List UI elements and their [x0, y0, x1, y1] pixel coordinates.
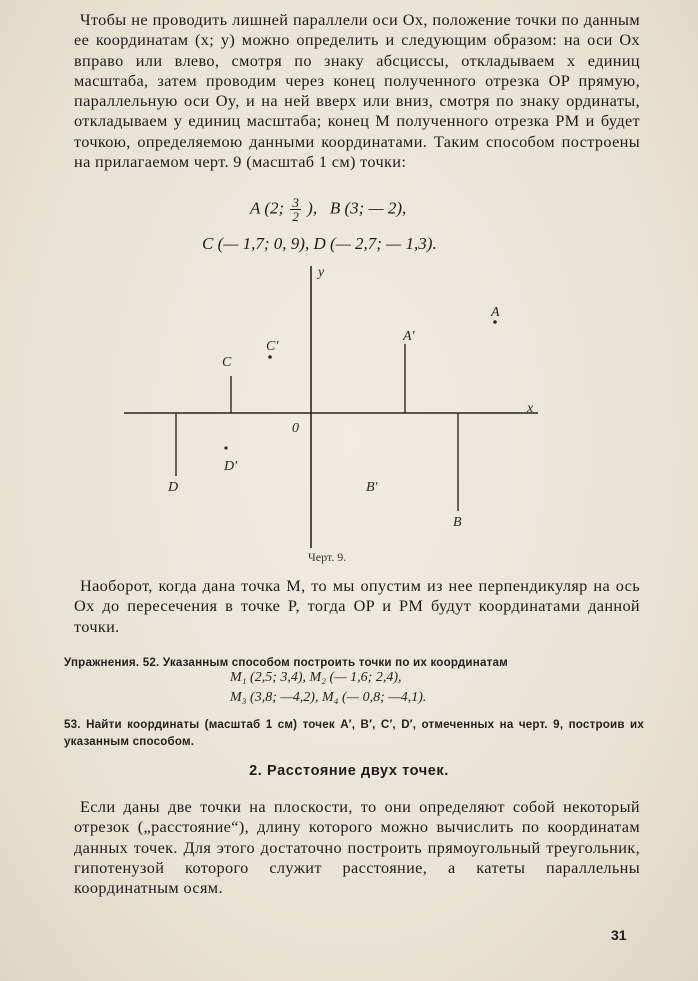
exercise-53-text: 53. Найти координаты (масштаб 1 см) точек A′, B′, C′, D′, отмеченных на черт. 9, построив их указанным способом.	[64, 718, 644, 748]
section-heading: 2. Расстояние двух точек.	[249, 763, 449, 779]
fraction-numerator: 3	[292, 195, 299, 210]
point-a-label: A	[250, 198, 261, 218]
point-c-coords: C (— 1,7; 0, 9),	[202, 234, 310, 253]
b-prime-label: B′	[366, 480, 378, 495]
d-label: D	[168, 480, 179, 495]
paragraph-construction-method: Чтобы не проводить лишней параллели оси Ox, положение точки по данным ее координатам (x; y) можно определить и следующим образом: на оси Ox вправо или влево, смотря по знаку абсциссы, откладываем x единиц масштаба, затем проводим через конец полученного отрезка OP прямую, параллельную оси Oy, и на ней вверх или вниз, смотря по знаку ординаты, откладываем y единиц масштаба; конец M полученного отрезка PM и будет точкою, определяемою данными координатами. Таким способом построены на прилагаемом черт. 9 (масштаб 1 см) точки:	[74, 10, 640, 172]
point-c-prime-dot	[268, 355, 272, 359]
exercise-52-text: Упражнения. 52. Указанным способом построить точки по их координатам	[64, 656, 508, 669]
exercise-52-points-line2: M₃ (3,8; —4,2), M₄ (— 0,8; —4,1).	[230, 690, 427, 705]
point-a-close: ),	[307, 198, 318, 218]
point-d-coords: D (— 2,7; — 1,3).	[313, 234, 437, 253]
d-prime-label: D′	[224, 459, 238, 474]
paragraph-distance: Если даны две точки на плоскости, то они определяют собой некоторый отрезок („расстояние“), длину которого можно вычислить по координатам данных точек. Для этого достаточно построить прямоугольный треугольник, гипотенузой которого служит расстояние, а катеты параллельны координатным осям.	[74, 797, 640, 898]
point-a-open: (2;	[264, 198, 285, 218]
figure-9-diagram	[0, 258, 698, 558]
paragraph-inverse: Наоборот, когда дана точка M, то мы опустим из нее перпендикуляр на ось Ox до пересечения в точке P, тогда OP и PM будут координатами данной точки.	[74, 576, 640, 636]
origin-label: 0	[292, 421, 299, 436]
fraction-denominator: 2	[292, 209, 299, 224]
exercise-52-points-line1: M₁ (2,5; 3,4), M₂ (— 1,6; 2,4),	[230, 670, 402, 685]
y-axis-label: y	[318, 265, 325, 280]
point-b-coords: B (3; — 2),	[329, 198, 407, 218]
point-a-fraction	[290, 196, 301, 223]
page-number: 31	[611, 927, 627, 943]
point-a-dot	[493, 320, 497, 324]
x-axis-label: x	[527, 401, 534, 416]
points-c-d-line	[202, 234, 437, 254]
a-label: A	[491, 305, 500, 320]
a-prime-label: A′	[403, 329, 415, 344]
figure-caption: Черт. 9.	[308, 550, 347, 564]
b-label: B	[453, 515, 462, 530]
c-prime-label: C′	[266, 339, 279, 354]
points-a-b-line	[250, 196, 406, 223]
point-d-prime-dot	[224, 446, 227, 449]
c-label: C	[222, 355, 232, 370]
